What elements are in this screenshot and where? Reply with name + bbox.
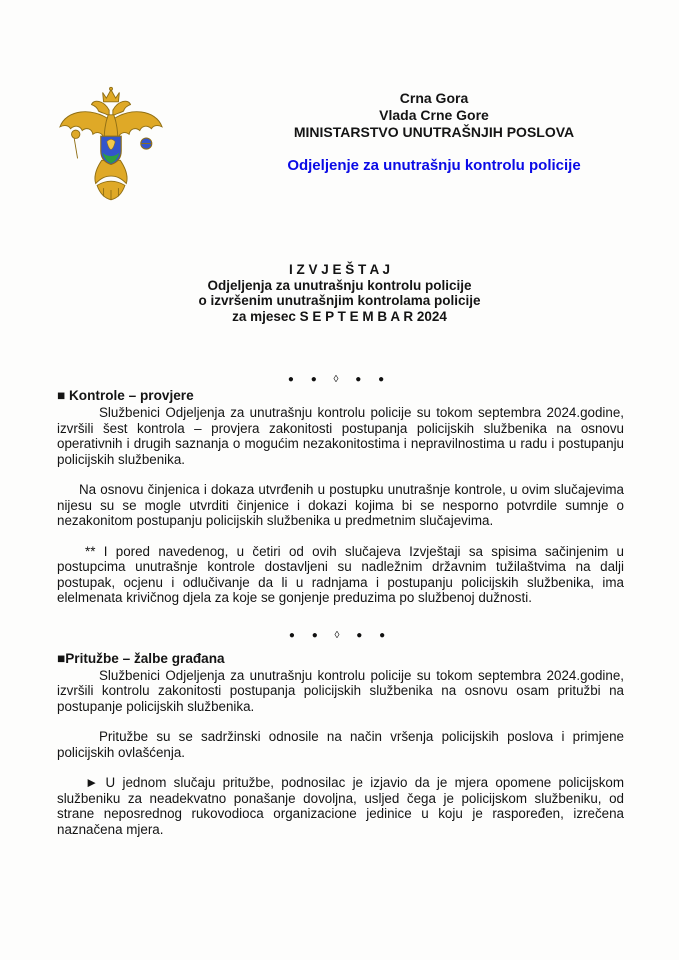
header-government: Vlada Crne Gore (379, 107, 489, 123)
header-text-block (167, 86, 679, 175)
report-subtitle-month: za mjesec S E P T E M B A R 2024 (232, 308, 447, 324)
paragraph: ► U jednom slučaju pritužbe, podnosilac je izjavio da je mjera opomene policijskom službeniku za neadekvatno ponašanje dovoljna, usljed čega je policijskom službeniku, od strane neposrednog rukovodioca organizacione jedinice u koju je raspoređen, izrečena naznačena mjera. (57, 775, 624, 837)
paragraph: Službenici Odjeljenja za unutrašnju kontrolu policije su tokom septembra 2024.godine, izvršili šest kontrola – provjera zakonitosti postupanja policijskih službenika na osnovu operativnih i drugih saznanja o mogućim nezakonitostima i nepravilnostima u radu i postupanju policijskih službenika. (57, 405, 624, 467)
paragraph: Na osnovu činjenica i dokaza utvrđenih u postupku unutrašnje kontrole, u ovim slučajevima nijesu su se mogle utvrditi činjenice i dokazi kojima bi se nesporno potvrdile sumnje o nezakonitom postupanju policijskih službenika u predmetnim slučajevima. (57, 482, 624, 528)
header-department: Odjeljenje za unutrašnju kontrolu policije (287, 157, 581, 174)
section-heading-prituzbe: ■Pritužbe – žalbe građana (57, 650, 225, 666)
header-ministry: MINISTARSTVO UNUTRAŠNJIH POSLOVA (293, 124, 575, 140)
ornament-separator: ● ● ◊ ● ● (287, 374, 392, 385)
paragraph: ** I pored navedenog, u četiri od ovih slučajeva Izvještaji sa spisima sačinjenim u postupcima unutrašnje kontrole dostavljeni su nadležnim državnim tužilaštvima na dalji postupak, ocjenu i odlučivanje da li u radnjama i postupanju policijskih službenika, ima elelmenata krivičnog djela za koje se gonjenje preduzima po službenoj dužnosti. (57, 543, 624, 605)
header-country: Crna Gora (399, 90, 469, 106)
montenegro-coat-of-arms-icon (55, 86, 167, 216)
report-title-block (0, 262, 679, 324)
ornament-separator: ● ● ◊ ● ● (288, 629, 393, 641)
report-title: I Z V J E Š T A J (288, 262, 391, 277)
section-heading-kontrole: ■ Kontrole – provjere (57, 388, 194, 403)
report-subtitle-1: Odjeljenja za unutrašnju kontrolu policije (207, 277, 472, 293)
double-headed-eagle-icon (55, 86, 167, 216)
paragraph: Službenici Odjeljenja za unutrašnju kontrolu policije su tokom septembra 2024.godine, izvršili kontrolu zakonitosti postupanja policijskih službenika na osnovu osam pritužbi na postupanje policijskih službenika. (57, 667, 624, 714)
document-body (0, 388, 679, 837)
section-kontrole (57, 388, 624, 606)
paragraph: Pritužbe su se sadržinski odnosile na način vršenja policijskih poslova i primjene policijskih ovlašćenja. (57, 729, 624, 760)
document-header (0, 0, 679, 216)
report-subtitle-2: o izvršenim unutrašnjim kontrolama policije (198, 293, 481, 308)
section-prituzbe (57, 651, 624, 838)
